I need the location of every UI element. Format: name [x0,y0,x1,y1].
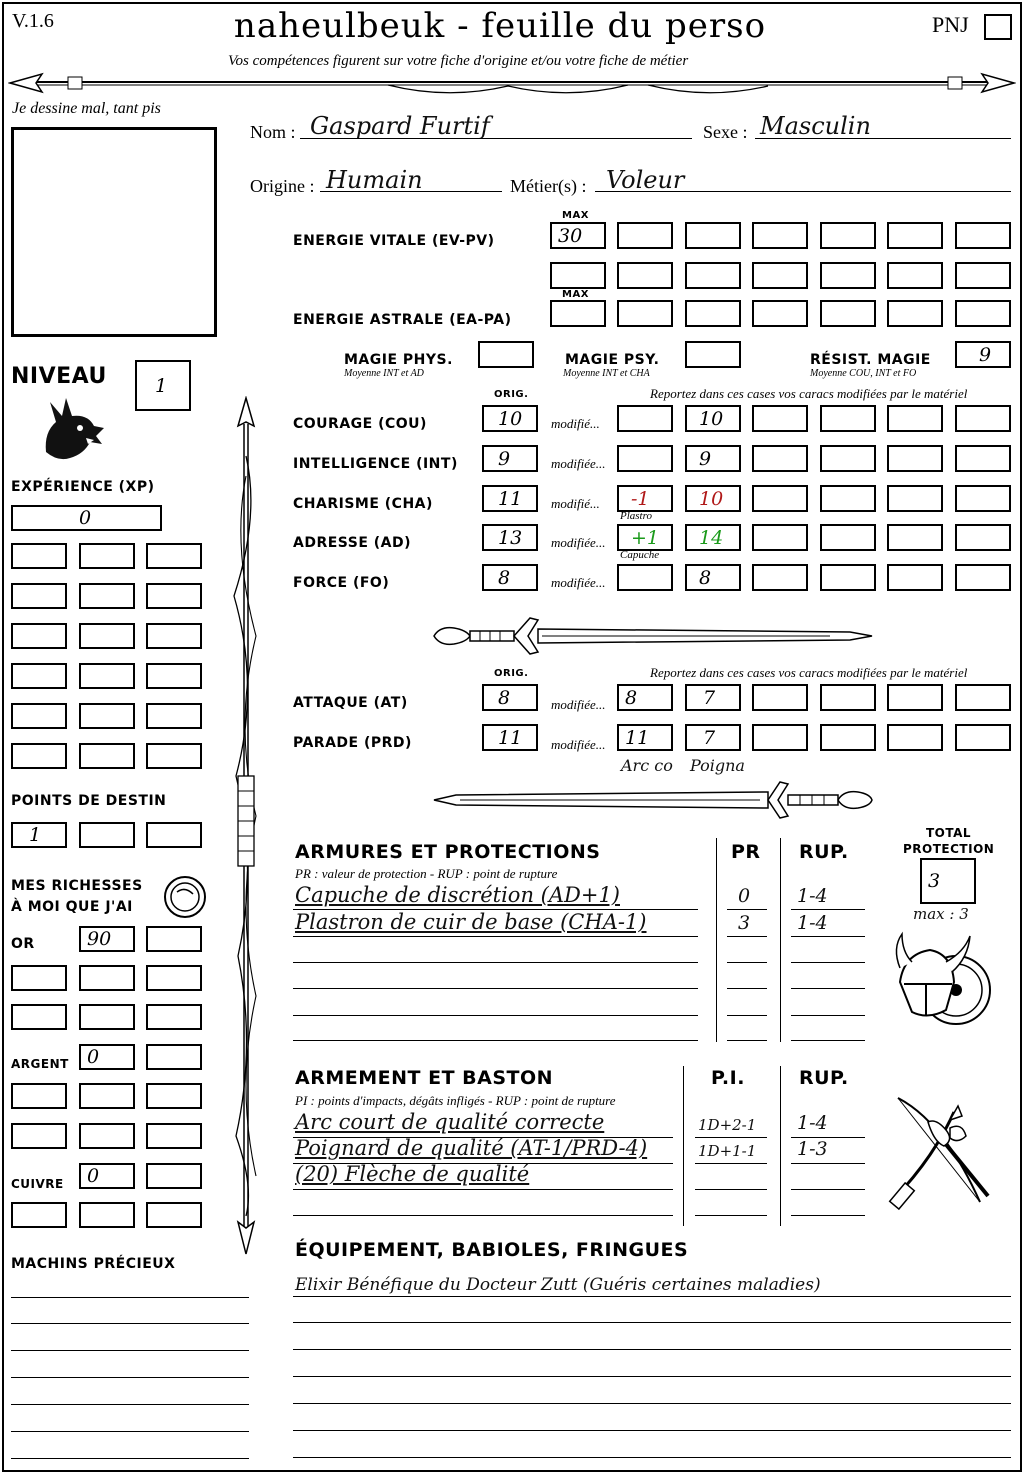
magie-phys-note: Moyenne INT et AD [344,368,424,379]
combat-orig-label: ORIG. [494,668,529,679]
sexe-value[interactable]: Masculin [760,112,871,140]
coin-icon [162,874,208,920]
combat-note-poignard: Poigna [690,756,745,775]
ev-box[interactable] [550,262,606,289]
stat-label: ADRESSE (AD) [293,535,412,551]
destin-box[interactable] [146,822,202,848]
stat-box[interactable] [955,524,1011,551]
stat-box[interactable] [955,485,1011,512]
stat-box[interactable] [820,485,876,512]
total-label-2: PROTECTION [903,842,995,856]
stat-mod-label: modifiée... [551,535,606,550]
total-max: max : 3 [913,905,969,923]
stat-box[interactable] [752,445,808,472]
ev-box[interactable] [820,262,876,289]
armor-line [293,962,698,963]
argent-box[interactable] [146,1044,202,1070]
stat-orig-box[interactable] [482,405,538,432]
nom-value[interactable]: Gaspard Furtif [310,112,490,140]
ea-max-box[interactable] [550,300,606,327]
stat-final-box[interactable] [685,405,741,432]
weapon-pi-line [695,1215,767,1216]
sword-icon [430,614,875,658]
stat-orig-value: 10 [498,407,523,430]
armor-title: ARMURES ET PROTECTIONS [295,841,601,863]
stat-box[interactable] [820,405,876,432]
stat-box[interactable] [955,445,1011,472]
ev-box[interactable] [617,222,673,249]
combat-mod-value: 11 [625,726,650,749]
stat-final-box[interactable] [685,485,741,512]
stat-final-value: 10 [699,407,724,430]
armor-pr-line [727,962,767,963]
armor-rup-line [791,936,865,937]
combat-box[interactable] [752,684,808,711]
xp-box[interactable] [79,583,135,609]
destin-box[interactable] [79,822,135,848]
richesses-label: MES RICHESSES [11,878,143,894]
combat-label: ATTAQUE (AT) [293,695,408,711]
ev-box[interactable] [955,262,1011,289]
niveau-label: NIVEAU [11,364,107,389]
armor-item-pr[interactable]: 3 [738,912,751,934]
magie-psy-label: MAGIE PSY. [565,352,660,368]
magie-phys-box[interactable] [478,341,534,368]
xp-box[interactable] [11,743,67,769]
weapon-rup-line [791,1163,865,1164]
weapon-item-pi[interactable]: 1D+2-1 [698,1116,757,1134]
ev-box[interactable] [820,222,876,249]
combat-orig-value: 8 [498,686,511,709]
weapon-line [293,1189,673,1190]
metier-label: Métier(s) : [510,176,587,196]
pnj-label: PNJ [932,12,969,37]
stat-mod-label: modifié... [551,496,600,511]
argent-box[interactable] [146,1123,202,1149]
combat-final-box[interactable] [685,724,741,751]
stat-mod-box[interactable] [617,485,673,512]
armor-rup-line [791,1015,865,1016]
stat-box[interactable] [752,524,808,551]
argent-box[interactable] [146,1083,202,1109]
combat-mod-box[interactable] [617,684,673,711]
stat-box[interactable] [887,524,943,551]
niveau-box[interactable]: 1 [135,360,191,411]
or-box[interactable] [146,1004,202,1030]
or-box[interactable] [11,965,67,991]
ev-label: ENERGIE VITALE (EV-PV) [293,233,495,249]
xp-box[interactable] [11,623,67,649]
xp-box[interactable] [11,663,67,689]
armor-pr-line [727,1040,767,1041]
cuivre-box[interactable] [11,1202,67,1228]
combat-mod-box[interactable] [617,724,673,751]
armor-rup-line [791,988,865,989]
armor-pr-line [727,936,767,937]
cuivre-label: CUIVRE [11,1177,64,1191]
xp-box[interactable]: 0 [11,505,162,531]
ea-box[interactable] [887,300,943,327]
stat-box[interactable] [820,524,876,551]
ev-box[interactable] [955,222,1011,249]
stats-report-note: Reportez dans ces cases vos caracs modifiées par le matériel [650,386,968,401]
xp-box[interactable] [146,623,202,649]
argent-box[interactable] [79,1083,135,1109]
stat-box[interactable] [752,405,808,432]
xp-box[interactable] [146,543,202,569]
stat-mod-label: modifiée... [551,575,606,590]
combat-mod-label: modifiée... [551,737,606,752]
stat-box[interactable] [955,564,1011,591]
armor-pr-header: PR [731,841,761,863]
ev-box[interactable] [685,262,741,289]
weapons-pi-header: P.I. [711,1067,745,1089]
stat-box[interactable] [887,485,943,512]
xp-box[interactable] [146,583,202,609]
xp-box[interactable] [79,663,135,689]
combat-box[interactable] [820,684,876,711]
stat-box[interactable] [955,405,1011,432]
sheet-subtitle: Vos compétences figurent sur votre fiche d'origine et/ou votre fiche de métier [228,53,689,69]
combat-orig-box[interactable] [482,684,538,711]
portrait-caption: Je dessine mal, tant pis [12,100,161,117]
combat-box[interactable] [887,724,943,751]
xp-box[interactable] [79,543,135,569]
xp-box[interactable] [146,703,202,729]
stat-final-box[interactable] [685,445,741,472]
armor-line [293,988,698,989]
combat-box[interactable] [752,724,808,751]
xp-box[interactable] [79,623,135,649]
armor-rup-header: RUP. [799,841,849,863]
stat-label: COURAGE (COU) [293,416,427,432]
xp-box[interactable] [146,663,202,689]
xp-label: EXPÉRIENCE (XP) [11,479,155,495]
stat-orig-value: 13 [498,526,523,549]
combat-box[interactable] [887,684,943,711]
magie-psy-note: Moyenne INT et CHA [563,368,650,379]
xp-box[interactable] [79,703,135,729]
stat-mod-value: -1 [631,487,650,510]
or-label: OR [11,936,35,952]
stat-orig-box[interactable] [482,485,538,512]
stat-final-value: 8 [699,566,712,589]
richesses-label-2: À MOI QUE J'AI [11,899,133,915]
weapon-pi-line [695,1137,767,1138]
xp-box[interactable] [11,543,67,569]
weapon-item-name[interactable]: Arc court de qualité correcte [295,1110,605,1134]
ea-label: ENERGIE ASTRALE (EA-PA) [293,312,512,328]
armor-subtitle: PR : valeur de protection - RUP : point de rupture [295,866,558,881]
stat-box[interactable] [752,564,808,591]
sword-icon [430,778,875,822]
or-box[interactable] [79,965,135,991]
stat-orig-value: 8 [498,566,511,589]
armor-rup-line [791,909,865,910]
weapon-pi-line [695,1163,767,1164]
stat-label: CHARISME (CHA) [293,496,433,512]
spear-ornament-icon [8,66,1016,100]
ev-box[interactable] [887,262,943,289]
xp-box[interactable] [11,583,67,609]
or-box[interactable] [146,926,202,952]
armor-item-pr[interactable]: 0 [738,885,751,907]
ev-box[interactable] [752,262,808,289]
weapon-item-pi[interactable]: 1D+1-1 [698,1142,757,1160]
combat-box[interactable] [820,724,876,751]
stat-mod-label: modifiée... [551,456,606,471]
combat-mod-label: modifiée... [551,697,606,712]
or-box[interactable] [146,965,202,991]
sheet-title: naheulbeuk - feuille du perso [233,6,767,46]
portrait-box[interactable] [11,127,217,337]
weapon-item-rup[interactable]: 1-4 [797,1112,828,1134]
armor-item-rup[interactable]: 1-4 [797,885,828,907]
stat-box[interactable] [820,445,876,472]
dragon-icon [36,392,106,464]
combat-orig-value: 11 [498,726,523,749]
pnj-checkbox[interactable] [984,14,1012,40]
resist-magie-box[interactable]: 9 [955,341,1011,368]
version-label: V.1.6 [12,10,54,32]
stat-label: INTELLIGENCE (INT) [293,456,458,472]
ea-box[interactable] [752,300,808,327]
argent-box[interactable] [79,1123,135,1149]
weapons-rup-header: RUP. [799,1067,849,1089]
destin-box[interactable]: 1 [11,822,67,848]
argent-box[interactable] [11,1123,67,1149]
weapon-line [293,1215,673,1216]
ev-box[interactable] [887,222,943,249]
weapon-pi-line [695,1189,767,1190]
ea-box[interactable] [685,300,741,327]
combat-final-value: 7 [703,726,716,749]
metier-value[interactable]: Voleur [606,166,685,194]
combat-box[interactable] [955,724,1011,751]
xp-box[interactable] [79,743,135,769]
total-label-1: TOTAL [926,826,972,840]
stat-label: FORCE (FO) [293,575,390,591]
stat-orig-value: 9 [498,447,511,470]
combat-orig-box[interactable] [482,724,538,751]
stat-mod-box[interactable] [617,405,673,432]
stat-orig-box[interactable] [482,445,538,472]
or-box[interactable]: 90 [79,926,135,952]
vertical-spear-icon [226,396,266,1256]
stat-mod-note: Capuche [620,549,660,561]
argent-box[interactable] [11,1083,67,1109]
armor-pr-line [727,988,767,989]
stat-mod-box[interactable] [617,524,673,551]
ea-box[interactable] [820,300,876,327]
sexe-label: Sexe : [703,122,748,142]
stat-box[interactable] [887,405,943,432]
resist-magie-note: Moyenne COU, INT et FO [810,368,917,379]
stats-orig-label: ORIG. [494,389,529,400]
stat-box[interactable] [887,564,943,591]
stat-mod-box[interactable] [617,445,673,472]
cuivre-box[interactable] [79,1202,135,1228]
armor-item-rup[interactable]: 1-4 [797,912,828,934]
armor-line [293,936,698,937]
stat-orig-box[interactable] [482,524,538,551]
weapon-rup-line [791,1189,865,1190]
argent-box[interactable]: 0 [79,1044,135,1070]
stat-final-box[interactable] [685,524,741,551]
armor-line [293,1015,698,1016]
nom-label: Nom : [250,122,296,142]
total-protection-box[interactable]: 3 [920,858,976,904]
stat-mod-note: Plastro [620,510,652,522]
combat-final-value: 7 [703,686,716,709]
resist-magie-label: RÉSIST. MAGIE [810,352,931,368]
stat-final-box[interactable] [685,564,741,591]
combat-final-box[interactable] [685,684,741,711]
magie-phys-label: MAGIE PHYS. [344,352,453,368]
cuivre-box[interactable] [146,1202,202,1228]
stat-final-value: 10 [699,487,724,510]
or-box[interactable] [11,1004,67,1030]
ev-max-label: MAX [562,210,589,221]
stat-orig-value: 11 [498,487,523,510]
ev-max-box[interactable]: 30 [550,222,606,249]
weapon-item-name[interactable]: (20) Flèche de qualité [295,1162,530,1186]
ev-box[interactable] [752,222,808,249]
stat-box[interactable] [887,445,943,472]
weapon-item-rup[interactable]: 1-3 [797,1138,828,1160]
cuivre-box[interactable]: 0 [79,1163,135,1189]
ea-max-label: MAX [562,289,589,300]
helmet-shield-icon [890,928,1000,1038]
xp-box[interactable] [11,703,67,729]
combat-mod-value: 8 [625,686,638,709]
armor-rup-line [791,1040,865,1041]
combat-report-note: Reportez dans ces cases vos caracs modifiées par le matériel [650,665,968,680]
stat-final-value: 9 [699,447,712,470]
combat-box[interactable] [955,684,1011,711]
origine-value[interactable]: Humain [326,166,423,194]
weapons-subtitle: PI : points d'impacts, dégâts infligés - RUP : point de rupture [295,1093,616,1108]
armor-line [293,1040,698,1041]
stat-final-value: 14 [699,526,724,549]
stat-orig-box[interactable] [482,564,538,591]
machins-label: MACHINS PRÉCIEUX [11,1256,176,1272]
ea-box[interactable] [955,300,1011,327]
armor-item-name[interactable]: Capuche de discrétion (AD+1) [295,883,620,907]
or-box[interactable] [79,1004,135,1030]
origine-label: Origine : [250,176,315,196]
stat-box[interactable] [820,564,876,591]
destin-label: POINTS DE DESTIN [11,793,167,809]
equipment-title: ÉQUIPEMENT, BABIOLES, FRINGUES [295,1239,689,1261]
armor-pr-line [727,1015,767,1016]
cuivre-box[interactable] [146,1163,202,1189]
weapons-icon [884,1092,1004,1216]
stat-mod-box[interactable] [617,564,673,591]
combat-label: PARADE (PRD) [293,735,412,751]
armor-pr-line [727,909,767,910]
weapons-title: ARMEMENT ET BASTON [295,1067,554,1089]
stat-mod-label: modifié... [551,416,600,431]
armor-rup-line [791,962,865,963]
magie-psy-box[interactable] [685,341,741,368]
ev-box[interactable] [685,222,741,249]
armor-item-name[interactable]: Plastron de cuir de base (CHA-1) [295,910,647,934]
argent-label: ARGENT [11,1057,69,1071]
equipment-item[interactable]: Elixir Bénéfique du Docteur Zutt (Guéris certaines maladies) [295,1275,821,1295]
weapon-rup-line [791,1215,865,1216]
ea-box[interactable] [617,300,673,327]
ev-box[interactable] [617,262,673,289]
combat-note-arc: Arc co [621,756,673,775]
weapon-item-name[interactable]: Poignard de qualité (AT-1/PRD-4) [295,1136,648,1160]
stat-box[interactable] [752,485,808,512]
xp-box[interactable] [146,743,202,769]
stat-mod-value: +1 [631,526,660,549]
